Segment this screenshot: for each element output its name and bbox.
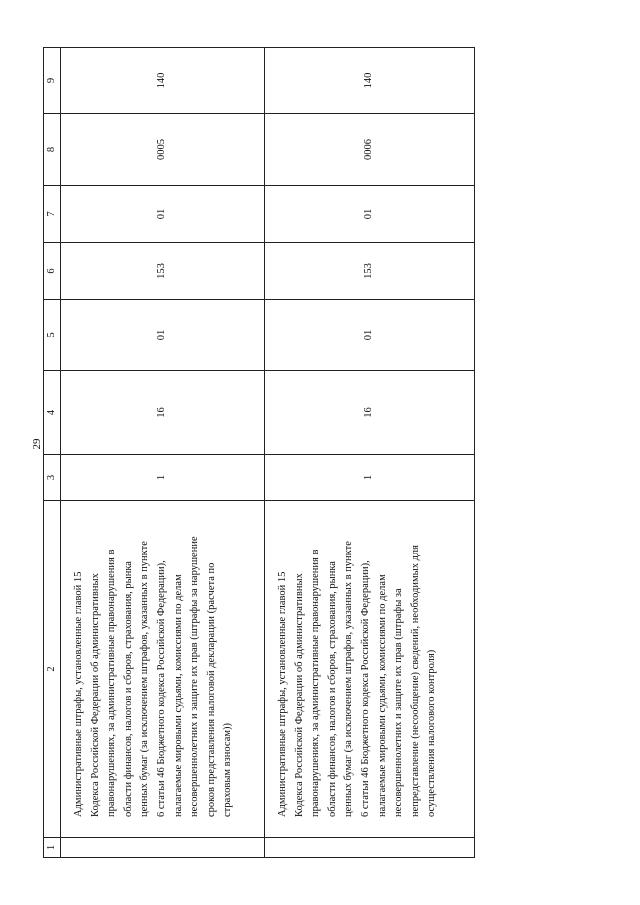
header-cell-6: 6 [44,243,61,300]
header-cell-4: 4 [44,371,61,455]
table-row [265,48,475,858]
header-cell-8: 8 [44,114,61,186]
budget-classification-table [43,47,475,858]
code-cell-3: 1 [265,455,475,501]
description-line: несовершеннолетних и защите их прав (штрафы за [393,588,405,817]
description-line: правонарушениях, за административные правонарушения в [106,549,118,817]
code-cell-6: 153 [265,243,475,300]
description-line: страховым взносам)) [222,723,234,817]
description-line: Кодекса Российской Федерации об административных [89,573,101,817]
header-cell-5: 5 [44,300,61,371]
code-cell-9: 140 [265,48,475,114]
description-cell [61,501,265,838]
row-index-cell [61,838,265,858]
code-cell-9: 140 [61,48,265,114]
description-line: Административные штрафы, установленные главой 15 [73,571,84,817]
description-line: 6 статьи 46 Бюджетного кодекса Российской Федерации), [155,560,167,817]
description-line: ценных бумаг (за исключением штрафов, указанных в пункте [139,541,151,817]
description-line: области финансов, налогов и сборов, страхования, рынка [326,561,338,817]
code-cell-4: 16 [265,371,475,455]
description-line: 6 статьи 46 Бюджетного кодекса Российской Федерации), [359,560,371,817]
code-cell-6: 153 [61,243,265,300]
code-cell-5: 01 [265,300,475,371]
description-line: области финансов, налогов и сборов, страхования, рынка [122,561,134,817]
code-cell-8: 0005 [61,114,265,186]
header-cell-9: 9 [44,48,61,114]
table-row [61,48,265,858]
row-index-cell [265,838,475,858]
description-line: непредставление (несообщение) сведений, необходимых для [409,544,421,817]
header-cell-2: 2 [44,501,61,838]
description-line: Кодекса Российской Федерации об административных [293,573,305,817]
header-row [44,48,61,858]
description-cell [265,501,475,838]
header-cell-7: 7 [44,186,61,243]
page-number: 29 [31,438,43,450]
description-line: правонарушениях, за административные правонарушения в [310,549,322,817]
header-cell-3: 3 [44,455,61,501]
header-cell-1: 1 [44,838,61,858]
description-line: ценных бумаг (за исключением штрафов, указанных в пункте [343,541,355,817]
description-line: налагаемые мировыми судьями, комиссиями по делам [172,574,184,817]
rotated-table-container [43,48,474,858]
code-cell-8: 0006 [265,114,475,186]
code-cell-4: 16 [61,371,265,455]
code-cell-5: 01 [61,300,265,371]
description-line: Административные штрафы, установленные главой 15 [277,571,288,817]
description-line: осуществления налогового контроля) [426,649,438,817]
code-cell-3: 1 [61,455,265,501]
description-line: налагаемые мировыми судьями, комиссиями по делам [376,574,388,817]
description-line: сроков представления налоговой декларации (расчета по [205,562,217,817]
code-cell-7: 01 [61,186,265,243]
description-line: несовершеннолетних и защите их прав (штрафы за нарушение [189,536,201,817]
code-cell-7: 01 [265,186,475,243]
